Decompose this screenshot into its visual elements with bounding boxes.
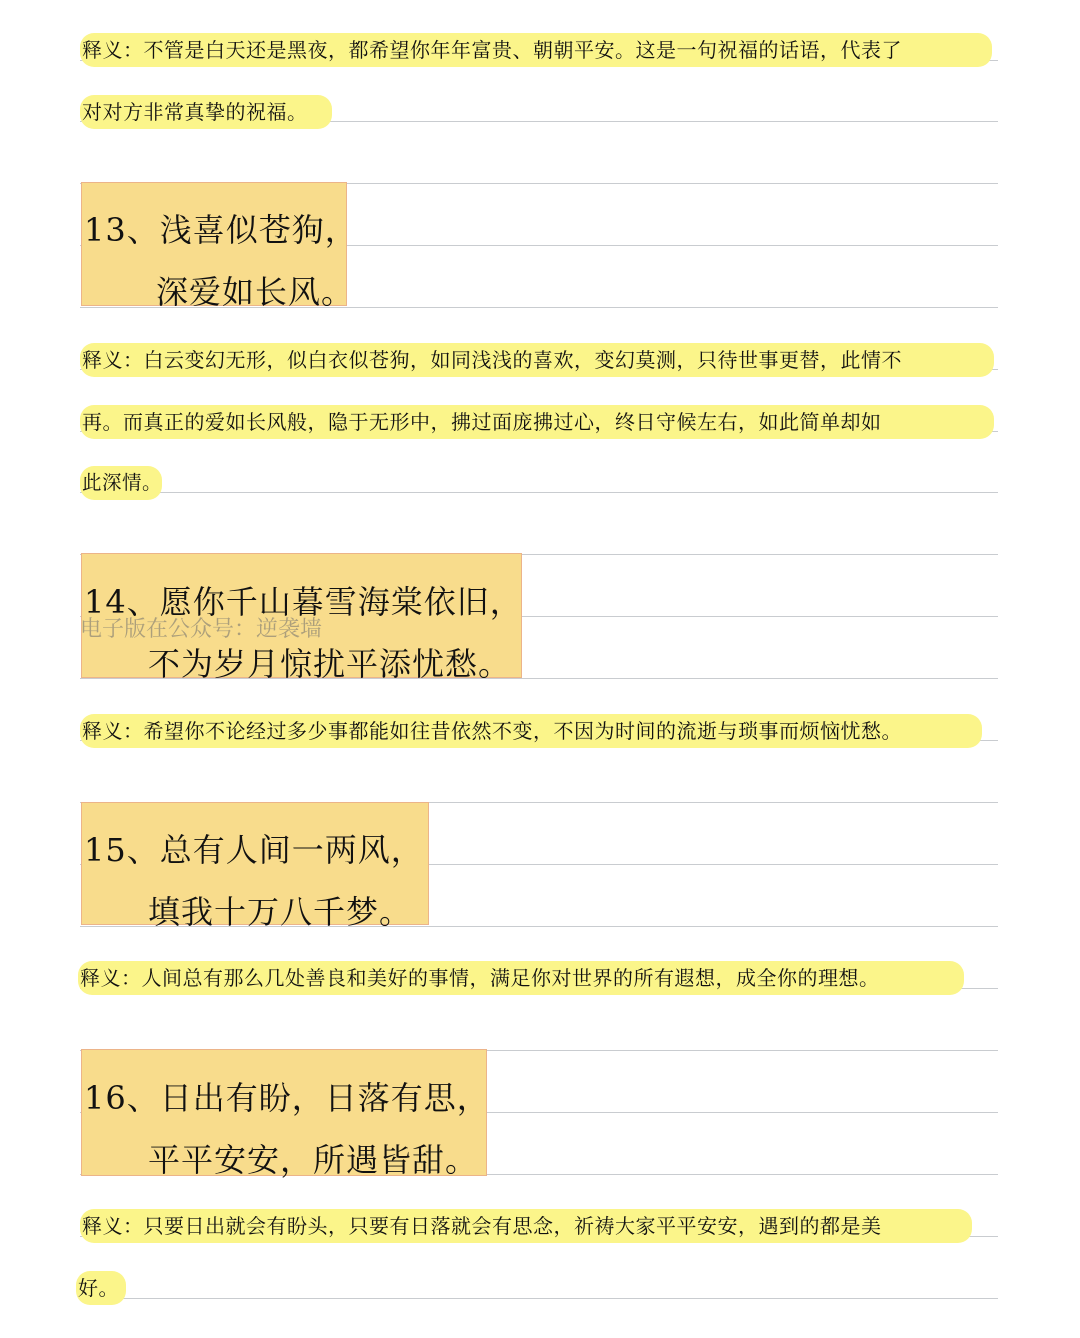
explanation-line: 释义：只要日出就会有盼头，只要有日落就会有思念，祈祷大家平平安安，遇到的都是美 [80,1209,972,1243]
quote-line: 不为岁月惊扰平添忧愁。 [148,645,512,683]
rule-line [80,1298,998,1299]
rule-line [80,492,998,493]
explanation-line: 好。 [76,1271,126,1305]
quote-line: 16、日出有盼，日落有思， [84,1079,490,1117]
quote-line: 平平安安，所遇皆甜。 [148,1141,479,1179]
quote-line: 深爱如长风。 [156,273,355,311]
quote-line: 15、总有人间一两风， [84,831,424,869]
quote-line: 填我十万八千梦。 [148,893,413,931]
quote-line: 14、愿你千山暮雪海棠依旧， [84,583,523,621]
explanation-line: 释义：不管是白天还是黑夜，都希望你年年富贵、朝朝平安。这是一句祝福的话语，代表了 [80,33,992,67]
explanation-line: 释义：人间总有那么几处善良和美好的事情，满足你对世界的所有遐想，成全你的理想。 [78,961,964,995]
explanation-line: 再。而真正的爱如长风般，隐于无形中，拂过面庞拂过心，终日守候左右，如此简单却如 [80,405,994,439]
watermark-text: 电子版在公众号：逆袭墙 [80,617,323,642]
explanation-line: 对对方非常真挚的祝福。 [80,95,332,129]
explanation-line: 此深情。 [80,466,162,500]
quote-line: 13、浅喜似苍狗， [84,211,358,249]
explanation-line: 释义：希望你不论经过多少事都能如往昔依然不变，不因为时间的流逝与琐事而烦恼忧愁。 [80,714,982,748]
explanation-line: 释义：白云变幻无形，似白衣似苍狗，如同浅浅的喜欢，变幻莫测，只待世事更替，此情不 [80,343,994,377]
